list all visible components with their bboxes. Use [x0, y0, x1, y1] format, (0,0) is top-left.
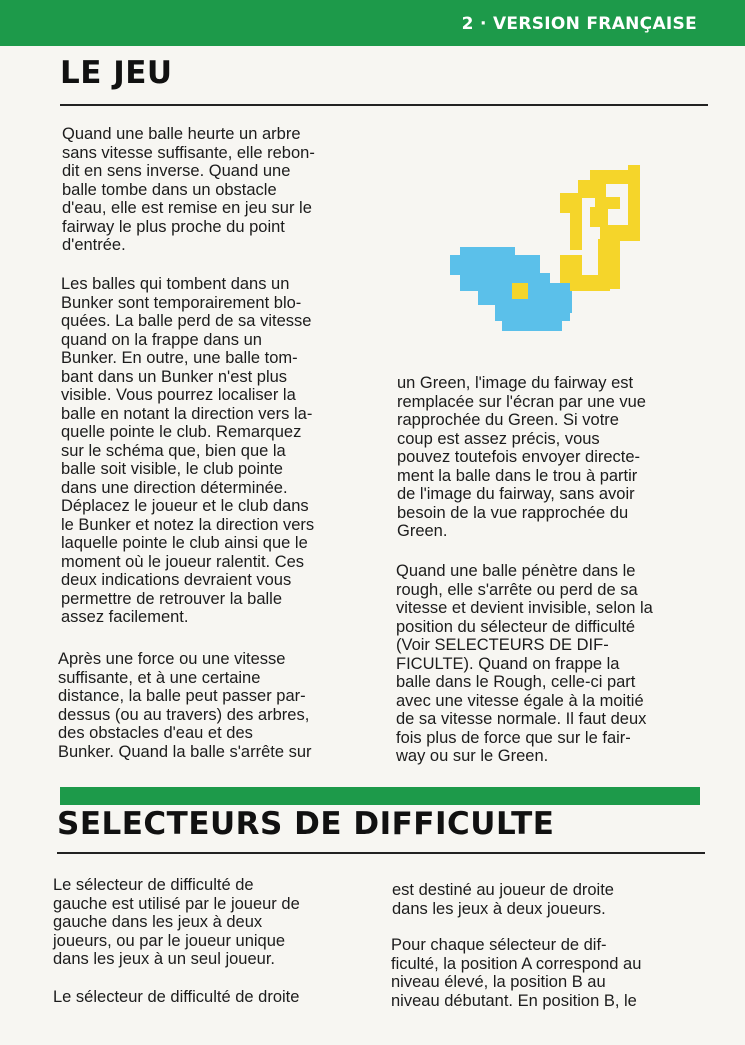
title-rule: [57, 852, 705, 854]
section-divider-bar: [60, 787, 700, 805]
paragraph: Pour chaque sélecteur de dif- ficulté, la position A correspond au niveau élevé, la position B au niveau débutant. En position B, le: [391, 936, 642, 1010]
paragraph: Les balles qui tombent dans un Bunker sont temporairement blo- quées. La balle perd de sa vitesse quand on la frappe dans un Bunker. En outre, une balle tom- bant dans un Bunker n'est plus visible. Vous pourrez localiser la balle en notant la direction vers la- quelle pointe le club. Remarquez sur le schéma que, bien que la balle soit visible, le club pointe dans une direction déterminée. Déplacez le joueur et le club dans le Bunker et notez la direction vers laquelle pointe le club ainsi que le moment où le joueur ralentit. Ces deux indications devraient vous permettre de retrouver la balle assez facilement.: [61, 275, 315, 626]
header-bar: [0, 0, 745, 46]
title-rule: [60, 104, 708, 106]
paragraph: Le sélecteur de difficulté de gauche est utilisé par le joueur de gauche dans les jeux à deux joueurs, ou par le joueur unique dans les jeux à un seul joueur.: [53, 876, 300, 968]
paragraph: Quand une balle pénètre dans le rough, elle s'arrête ou perd de sa vitesse et devient invisible, selon la position du sélecteur de difficulté (Voir SELECTEURS DE DIF- FICULTE). Quand on frappe la balle dans le Rough, celle-ci part avec une vitesse égale à la moitié de sa vitesse normale. Il faut deux fois plus de force que sur le fair- way ou sur le Green.: [396, 562, 653, 765]
paragraph: Quand une balle heurte un arbre sans vitesse suffisante, elle rebon- dit en sens inverse. Quand une balle tombe dans un obstacle d'eau, elle est remise en jeu sur le fairway le plus proche du point d'entrée.: [62, 125, 315, 254]
bunker-illustration: [440, 155, 660, 345]
section-title-selecteurs: SELECTEURS DE DIFFICULTE: [57, 806, 555, 842]
paragraph: un Green, l'image du fairway est remplacée sur l'écran par une vue rapprochée du Green. Si votre coup est assez précis, vous pouvez toutefois envoyer directe- ment la balle dans le trou à partir de l'image du fairway, sans avoir besoin de la vue rapprochée du Green.: [397, 374, 646, 540]
paragraph: Après une force ou une vitesse suffisante, et à une certaine distance, la balle peut passer par- dessus (ou au travers) des arbres, des obstacles d'eau et des Bunker. Quand la balle s'arrête sur: [58, 650, 312, 761]
section-title-le-jeu: LE JEU: [60, 55, 173, 91]
water-hazard-shape: [450, 247, 572, 331]
paragraph: Le sélecteur de difficulté de droite: [53, 988, 300, 1006]
section-label: 2 · VERSION FRANÇAISE: [461, 14, 697, 34]
paragraph: est destiné au joueur de droite dans les jeux à deux joueurs.: [392, 881, 614, 918]
